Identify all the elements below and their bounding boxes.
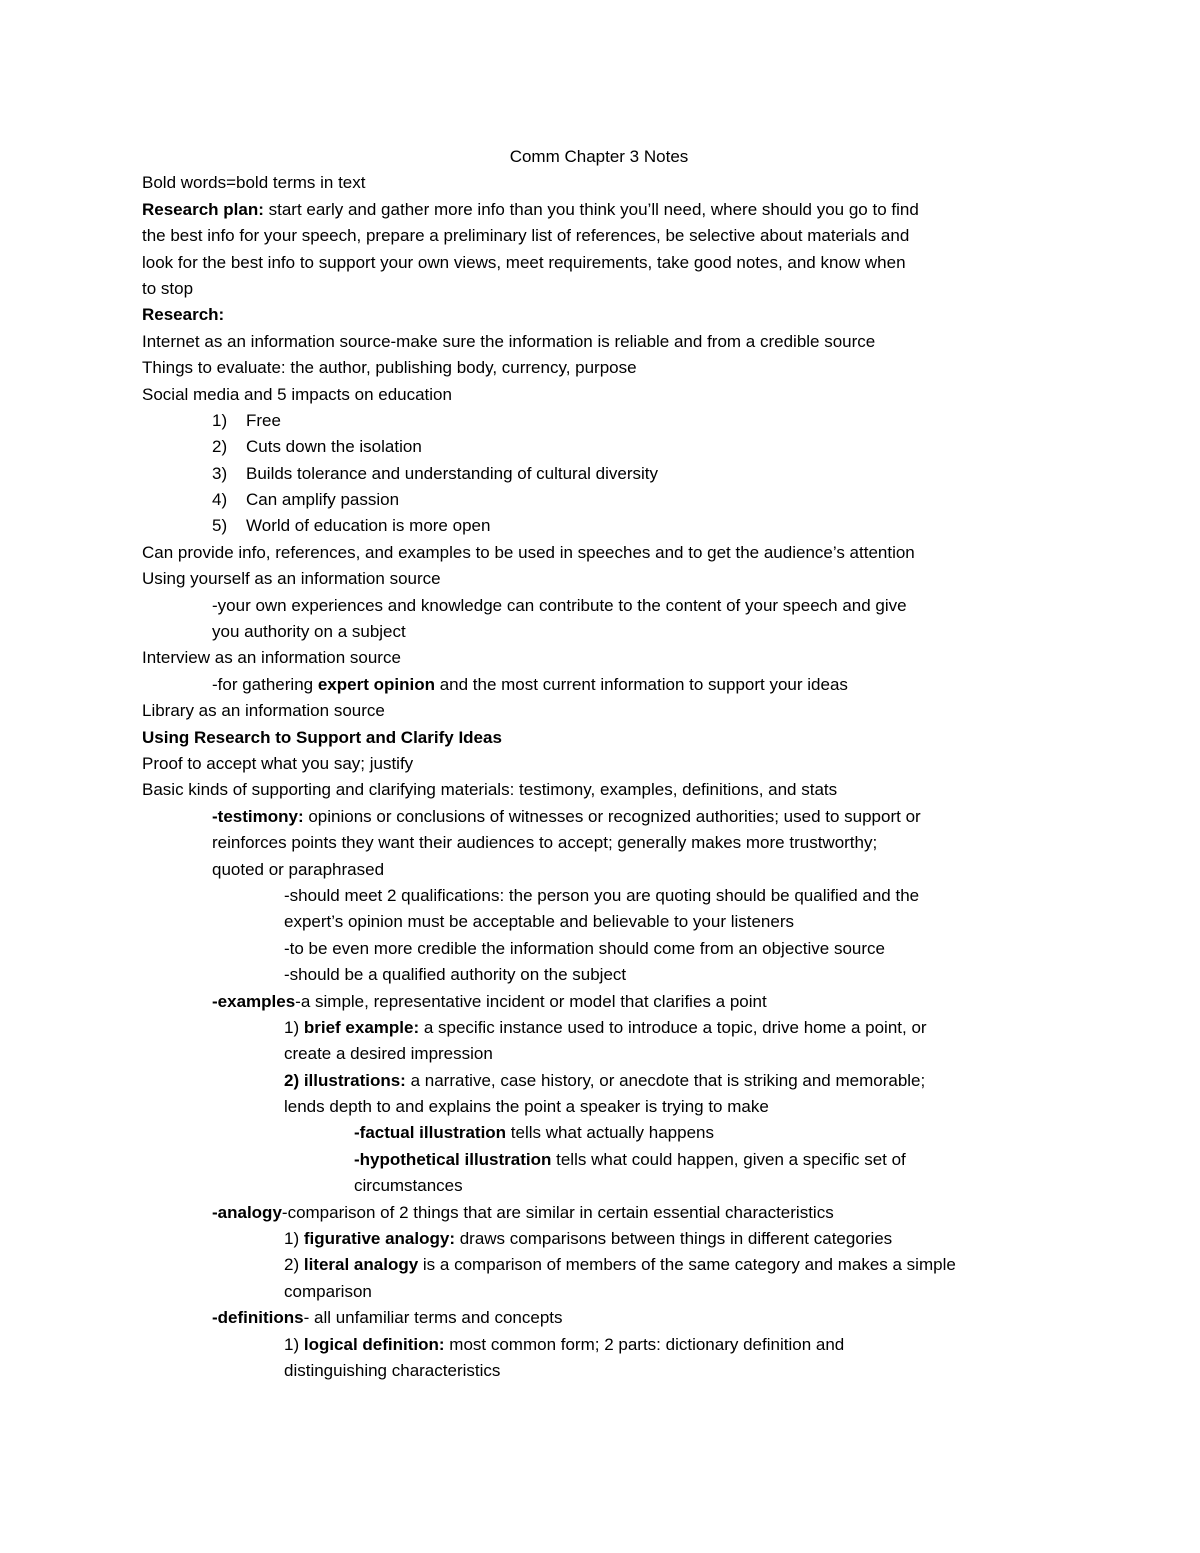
list-item: [142, 434, 1062, 460]
note-text: 2): [284, 1255, 304, 1275]
note-line: quoted or paraphrased: [212, 859, 385, 879]
note-line: look for the best info to support your own views, meet requirements, take good notes, and know when: [142, 252, 906, 272]
note-line: comparison: [284, 1281, 372, 1301]
note-line: lends depth to and explains the point a speaker is trying to make: [284, 1097, 769, 1117]
note-text: - all unfamiliar terms and concepts: [303, 1308, 563, 1328]
note-line: -should be a qualified authority on the subject: [284, 965, 627, 985]
section-heading: [142, 302, 1062, 328]
note-text: -for gathering: [212, 674, 318, 694]
note-line: -to be even more credible the information should come from an objective source: [284, 938, 885, 958]
bold-term: Research plan:: [142, 199, 264, 219]
bold-term: -analogy: [212, 1202, 282, 1222]
note-text: 1): [284, 1017, 304, 1037]
note-line: Can provide info, references, and examples to be used in speeches and to get the audience’s attention: [142, 542, 915, 562]
note-line: to stop: [142, 278, 194, 298]
note-line: Social media and 5 impacts on education: [142, 384, 452, 404]
bold-term: logical definition:: [303, 1334, 445, 1354]
note-line: [142, 1332, 1062, 1358]
note-line: Internet as an information source-make sure the information is reliable and from a credible source: [142, 331, 876, 351]
list-number: 4): [212, 490, 228, 510]
note-line: Library as an information source: [142, 701, 385, 721]
note-text: tells what could happen, given a specific set of: [551, 1149, 906, 1169]
note-text: and the most current information to support your ideas: [434, 674, 848, 694]
note-line: [142, 1226, 1062, 1252]
section-heading: [142, 725, 1062, 751]
note-text: -comparison of 2 things that are similar in certain essential characteristics: [281, 1202, 834, 1222]
note-line: create a desired impression: [284, 1044, 493, 1064]
list-item-text: Free: [246, 410, 281, 430]
list-number: 1): [212, 410, 228, 430]
list-item-text: Builds tolerance and understanding of cultural diversity: [246, 463, 659, 483]
note-line: Proof to accept what you say; justify: [142, 753, 414, 773]
note-line: Things to evaluate: the author, publishing body, currency, purpose: [142, 358, 637, 378]
list-item-text: Can amplify passion: [246, 490, 400, 510]
note-text: a narrative, case history, or anecdote that is striking and memorable;: [405, 1070, 926, 1090]
note-text: 1): [284, 1334, 304, 1354]
list-item-text: Cuts down the isolation: [246, 437, 422, 457]
note-text: start early and gather more info than you think you’ll need, where should you go to find: [263, 199, 919, 219]
note-line: the best info for your speech, prepare a preliminary list of references, be selective about materials and: [142, 226, 910, 246]
list-item: [142, 513, 1062, 539]
bold-term: -hypothetical illustration: [354, 1149, 552, 1169]
note-line: [142, 1015, 1062, 1041]
note-line: -your own experiences and knowledge can contribute to the content of your speech and give: [212, 595, 907, 615]
note-line: [142, 1305, 1062, 1331]
list-number: 5): [212, 516, 228, 536]
note-line: expert’s opinion must be acceptable and believable to your listeners: [284, 912, 794, 932]
note-text: 1): [284, 1229, 304, 1249]
note-line: -should meet 2 qualifications: the person you are quoting should be qualified and the: [284, 885, 920, 905]
note-line: distinguishing characteristics: [284, 1360, 501, 1380]
list-item: [142, 461, 1062, 487]
note-line: [142, 672, 1062, 698]
page-title: Comm Chapter 3 Notes: [509, 147, 689, 166]
list-item: [142, 408, 1062, 434]
note-line: Basic kinds of supporting and clarifying materials: testimony, examples, definitions, and stats: [142, 780, 838, 800]
note-line: [142, 804, 1062, 830]
bold-term: expert opinion: [317, 674, 435, 694]
note-line: Interview as an information source: [142, 648, 401, 668]
list-item: [142, 487, 1062, 513]
note-line: [142, 989, 1062, 1015]
note-line: Using yourself as an information source: [142, 569, 441, 589]
bold-term: literal analogy: [303, 1255, 419, 1275]
bold-term: brief example:: [303, 1017, 420, 1037]
bold-term: -definitions: [212, 1308, 304, 1328]
bold-term: -factual illustration: [354, 1123, 507, 1143]
note-text: -a simple, representative incident or model that clarifies a point: [295, 991, 767, 1011]
bold-term: Research:: [142, 305, 225, 325]
note-text: a specific instance used to introduce a topic, drive home a point, or: [419, 1017, 927, 1037]
list-number: 3): [212, 463, 228, 483]
note-text: opinions or conclusions of witnesses or recognized authorities; used to support or: [303, 806, 921, 826]
bold-term: -examples: [212, 991, 296, 1011]
note-text: most common form; 2 parts: dictionary definition and: [444, 1334, 845, 1354]
note-line: [142, 1200, 1062, 1226]
bold-term: Using Research to Support and Clarify Ideas: [142, 727, 502, 747]
note-text: is a comparison of members of the same category and makes a simple: [418, 1255, 956, 1275]
note-line: Bold words=bold terms in text: [142, 173, 366, 193]
list-number: 2): [212, 437, 228, 457]
note-line: [142, 1120, 1062, 1146]
note-text: tells what actually happens: [506, 1123, 714, 1143]
note-line: you authority on a subject: [212, 622, 406, 642]
note-line: [142, 1252, 1062, 1278]
note-text: draws comparisons between things in different categories: [454, 1229, 893, 1249]
note-line: reinforces points they want their audiences to accept; generally makes more trustworthy;: [212, 833, 878, 853]
list-item-text: World of education is more open: [246, 516, 491, 536]
notes-body: [142, 144, 1062, 1384]
note-line: [142, 1068, 1062, 1094]
bold-term: 2) illustrations:: [284, 1070, 406, 1090]
bold-term: figurative analogy:: [303, 1229, 455, 1249]
note-line: [142, 197, 1062, 223]
bold-term: -testimony:: [212, 806, 304, 826]
note-line: [142, 1147, 1062, 1173]
note-line: circumstances: [354, 1176, 463, 1196]
